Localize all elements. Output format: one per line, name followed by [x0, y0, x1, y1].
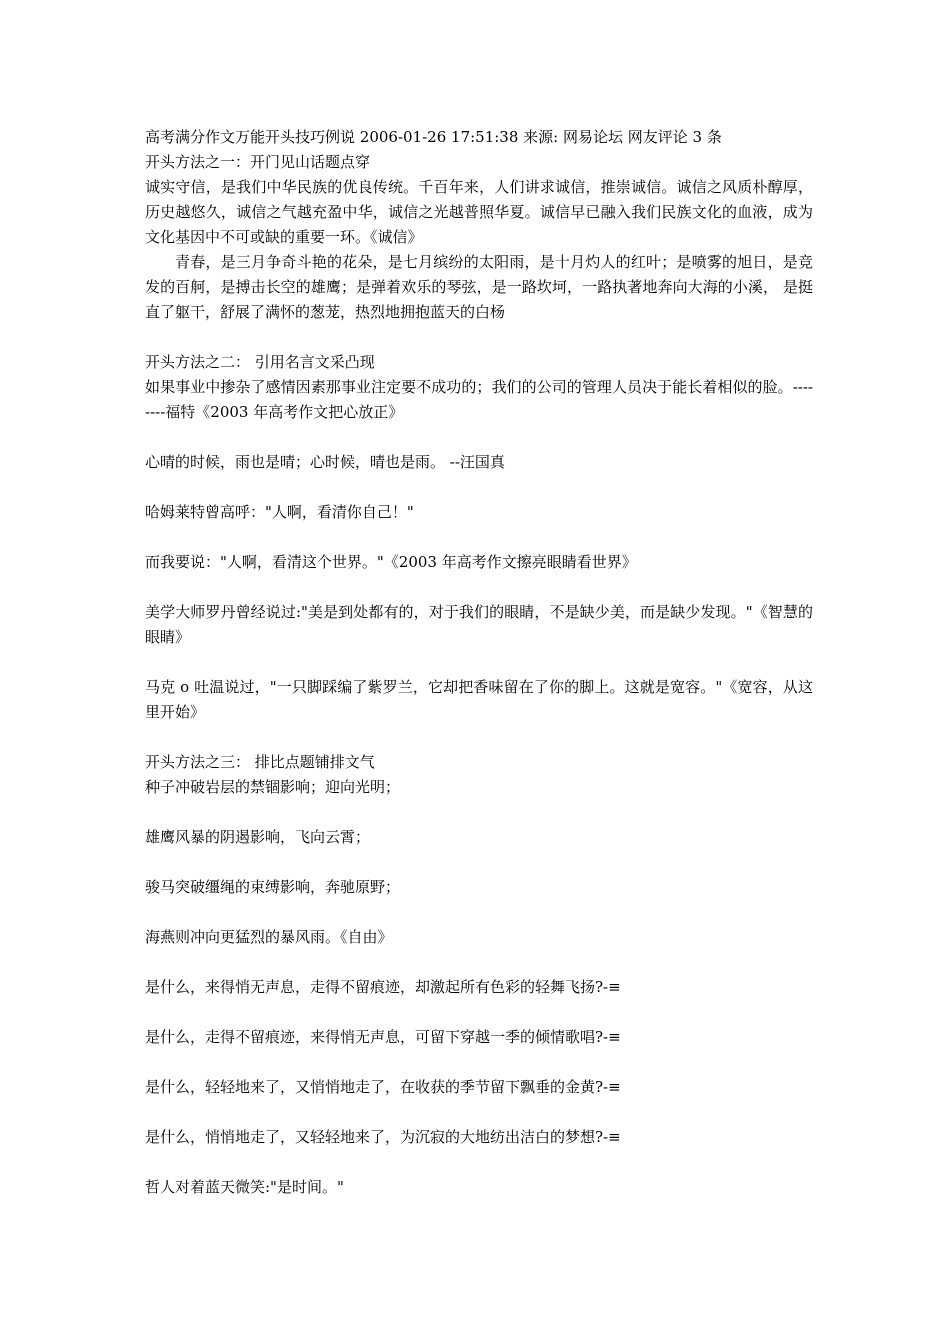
- spacer: [145, 900, 813, 925]
- method-3-paragraph-4: 海燕则冲向更猛烈的暴风雨。《自由》: [145, 928, 393, 946]
- spacer: [145, 850, 813, 875]
- method-1-paragraph-1: 诚实守信，是我们中华民族的优良传统。千百年来，人们讲求诚信，推崇诚信。诚信之风质朴醇厚，历史越悠久，诚信之气越充盈中华，诚信之光越普照华夏。诚信早已融入我们民族文化的血液，成为文化基因中不可或缺的重要一环。《诚信》: [145, 178, 813, 246]
- spacer: [145, 525, 813, 550]
- method-2-paragraph-5: 美学大师罗丹曾经说过:"美是到处都有的，对于我们的眼睛，不是缺少美，而是缺少发现。"《智慧的眼睛》: [145, 603, 813, 646]
- method-2-paragraph-6: 马克 o 吐温说过，"一只脚踩编了紫罗兰，它却把香味留在了你的脚上。这就是宽容。"《宽容，从这里开始》: [145, 678, 813, 721]
- spacer: [145, 575, 813, 600]
- method-2-paragraph-3: 哈姆莱特曾高呼："人啊，看清你自己！": [145, 503, 414, 521]
- method-3-paragraph-6: 是什么，走得不留痕迹，来得悄无声息，可留下穿越一季的倾情歌唱?-≡: [145, 1028, 621, 1046]
- document-page: [145, 125, 813, 1200]
- method-1-title: 开头方法之一：开门见山话题点穿: [145, 153, 371, 171]
- spacer: [145, 800, 813, 825]
- spacer: [145, 725, 813, 750]
- spacer: [145, 1000, 813, 1025]
- method-2-paragraph-1: 如果事业中掺杂了感情因素那事业注定要不成功的；我们的公司的管理人员决于能长着相似的脸。--------福特《2003 年高考作文把心放正》: [145, 378, 813, 421]
- method-3-paragraph-5: 是什么，来得悄无声息，走得不留痕迹，却激起所有色彩的轻舞飞扬?-≡: [145, 978, 621, 996]
- method-3-paragraph-8: 是什么，悄悄地走了，又轻轻地来了，为沉寂的大地纺出洁白的梦想?-≡: [145, 1128, 621, 1146]
- spacer: [145, 1100, 813, 1125]
- method-3-title: 开头方法之三： 排比点题铺排文气: [145, 753, 375, 771]
- method-3-paragraph-2: 雄鹰风暴的阴遏影响，飞向云霄；: [145, 828, 371, 846]
- method-2-paragraph-2: 心晴的时候，雨也是晴；心时候，晴也是雨。 --汪国真: [145, 453, 505, 471]
- spacer: [145, 425, 813, 450]
- method-3-paragraph-7: 是什么，轻轻地来了，又悄悄地走了，在收获的季节留下飘垂的金黄?-≡: [145, 1078, 621, 1096]
- article-header: 高考满分作文万能开头技巧例说 2006-01-26 17:51:38 来源: 网易论坛 网友评论 3 条: [145, 128, 722, 146]
- spacer: [145, 1050, 813, 1075]
- spacer: [145, 1150, 813, 1175]
- spacer: [145, 650, 813, 675]
- method-3-paragraph-9: 哲人对着蓝天微笑:"是时间。": [145, 1178, 344, 1196]
- method-3-paragraph-1: 种子冲破岩层的禁锢影响；迎向光明；: [145, 778, 401, 796]
- method-2-paragraph-4: 而我要说："人啊，看清这个世界。"《2003 年高考作文擦亮眼睛看世界》: [145, 553, 637, 571]
- method-3-paragraph-3: 骏马突破缰绳的束缚影响，奔驰原野；: [145, 878, 401, 896]
- method-1-paragraph-2: 青春，是三月争奇斗艳的花朵，是七月缤纷的太阳雨，是十月灼人的红叶；是喷雾的旭日，是竞发的百舸，是搏击长空的雄鹰；是弹着欢乐的琴弦，是一路坎坷，一路执著地奔向大海的小溪， 是挺直了躯干，舒展了满怀的葱茏，热烈地拥抱蓝天的白杨: [145, 253, 813, 321]
- spacer: [145, 325, 813, 350]
- spacer: [145, 475, 813, 500]
- spacer: [145, 950, 813, 975]
- method-2-title: 开头方法之二： 引用名言文采凸现: [145, 353, 375, 371]
